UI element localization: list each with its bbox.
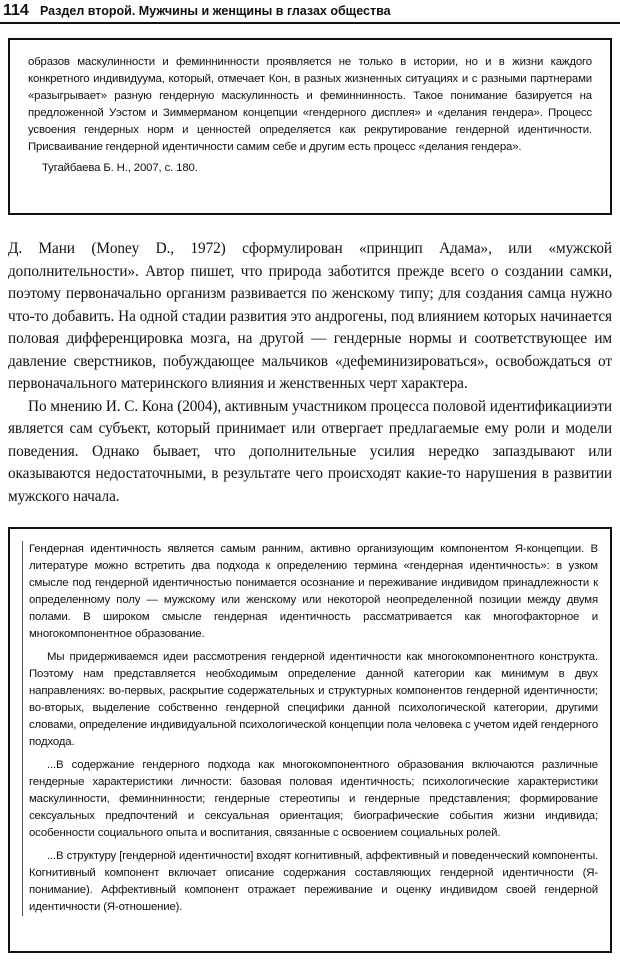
quote-box-2-paragraph-1: Гендерная идентичность является самым ранним, активно организующим компонентом Я-концепции. В литературе можно встретить два подхода к определению термина «гендерная идентичность»: в узком смысле под гендерной идентичностью понимается осознание и переживание индивидом принадлежности к определенному полу — мужскому или женскому или некоторой неопределенной позиции между двумя полами. В широком смысле гендерная идентичность рассматривается как многофакторное и многокомпонентное образование. [29,543,598,640]
running-head: Раздел второй. Мужчины и женщины в глазах общества [40,4,391,18]
quote-box-2-paragraph-2: Мы придерживаемся идеи рассмотрения гендерной идентичности как многокомпонентного конструкта. Поэтому нам представляется необходимым определение данной категории как минимум в двух направлениях: во-первых, раскрытие содержательных и структурных компонентов гендерной идентичности; во-вторых, выделение собственно гендерной специфики данной психологической категории, другими словами, определение индивидуальной психологической концепции пола человека с учетом идей гендерного подхода. [29,651,598,748]
quote-box-1-text: образов маскулинности и феминнинности проявляется не только в истории, но и в жизни каждого конкретного индивидуума, который, отмечает Кон, в разных жизненных ситуациях и с разными партнерами «разыгрывает» разную гендерную маскулинность и феминнинность. Такое понимание базируется на предложенной Уэстом и Зиммерманом концепции «гендерного дисплея» и «делания гендера». Процесс усвоения гендерных норм и ценностей определяется как рекрутирование гендерной идентичности. Присваивание гендерной идентичности самим себе и другим есть процесс «делания гендера». [28,56,592,153]
quote-box-2-inner [22,541,598,916]
quote-box-2 [8,527,612,953]
quote-box-2-paragraph-4: ...В структуру [гендерной идентичности] входят когнитивный, аффективный и поведенческий компоненты. Когнитивный компонент включает описание содержания составляющих гендерной идентичности (Я-понимание). Аффективный компонент отражает переживание и оценку индивидом своей гендерной идентичности (Я-отношение). [29,850,598,913]
main-paragraph-2: По мнению И. С. Кона (2004), активным участником процесса половой идентификацииэти является сам субъект, который принимает или отвергает предлагаемые ему роли и модели поведения. Однако бывает, что дополнительные усилия нередко запаздывают или оказываются недостаточными, в результате чего происходят какие-то нарушения в развитии мужского начала. [8,397,612,505]
quote-box-1 [8,38,612,215]
quote-box-1-citation: Тугайбаева Б. Н., 2007, с. 180. [42,162,198,174]
main-paragraph-1: Д. Мани (Money D., 1972) сформулирован «принцип Адама», или «мужской дополнительности». Автор пишет, что природа заботится прежде всего о создании самки, поэтому первоначально организм развивается по женскому типу; для создания самца нужно что-то добавить. На одной стадии развития это андрогены, под влиянием которых начинается половая дифференцировка мозга, на другой — гендерные нормы и соответствующее им давление сверстников, побуждающее мальчиков «дефеминизироваться», освобождаться от первоначального материнского влияния и женственных черт характера. [8,240,612,392]
page-number: 114 [3,2,29,19]
quote-box-2-paragraph-3: ...В содержание гендерного подхода как многокомпонентного образования включаются различные гендерные характеристики личности: базовая половая идентичность; психологические характеристики маскулинности, феминнинности; гендерные стереотипы и гендерные представления; формирование сексуальных предпочтений и сексуальная ориентация; биографические события жизни индивида; особенности социального опыта и воспитания, связанные с освоением социальных ролей. [29,759,598,839]
page-header [0,0,620,24]
main-text [8,238,612,508]
